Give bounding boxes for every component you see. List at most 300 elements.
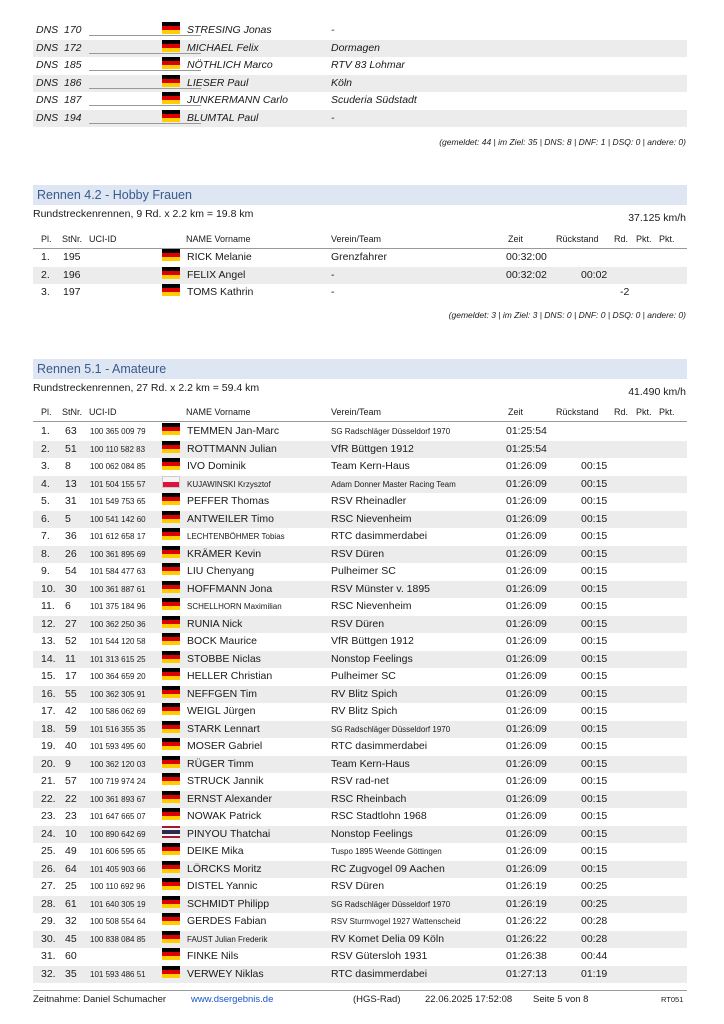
page-footer [33, 990, 687, 1007]
rider-name: STRUCK Jannik [187, 775, 264, 787]
table-row [33, 267, 687, 284]
place: 14. [41, 652, 56, 665]
uci-id: 100 361 887 61 [90, 584, 146, 594]
place: 5. [41, 495, 50, 507]
col-gap: Rückstand [556, 407, 599, 417]
club-name: Dormagen [331, 41, 381, 54]
flag-de-icon [162, 633, 180, 645]
flag-de-icon [162, 546, 180, 558]
bib-number: 9 [65, 757, 71, 770]
club-name: RSC Nievenheim [331, 600, 412, 612]
uci-id: 101 606 595 65 [90, 847, 146, 856]
finish-time: 01:25:54 [506, 425, 547, 437]
table-row [33, 756, 687, 773]
rider-name: IVO Dominik [187, 460, 246, 472]
average-speed: 41.490 km/h [628, 386, 686, 398]
print-datetime: 22.06.2025 17:52:08 [425, 994, 513, 1005]
timing-credit: Zeitnahme: Daniel Schumacher [33, 994, 167, 1005]
club-name: RTC dasimmerdabei [331, 530, 428, 542]
bib-number: 13 [65, 477, 77, 490]
club-name: Team Kern-Haus [331, 460, 410, 472]
rider-name: NOWAK Patrick [187, 810, 262, 822]
time-gap: 00:15 [581, 722, 608, 735]
uci-id: 100 838 084 85 [90, 934, 146, 944]
uci-id: 100 361 893 67 [90, 794, 146, 804]
flag-de-icon [162, 738, 180, 750]
place: 16. [41, 687, 56, 700]
flag-de-icon [162, 668, 180, 680]
col-place: Pl. [41, 407, 52, 417]
club-name: RSC Nievenheim [331, 512, 412, 525]
table-header [33, 404, 687, 422]
col-gap: Rückstand [556, 234, 599, 244]
rider-name: VERWEY Niklas [187, 967, 264, 980]
rider-name: BOCK Maurice [187, 635, 258, 647]
club-name: RTC dasimmerdabei [331, 967, 428, 980]
time-gap: 00:15 [581, 460, 608, 472]
table-row [33, 686, 687, 703]
col-place: Pl. [41, 234, 52, 244]
bib-number: 51 [65, 442, 77, 455]
finish-time: 01:26:19 [506, 897, 547, 910]
bib-number: 64 [65, 862, 77, 875]
table-row [33, 808, 687, 825]
club-name: RSV Düren [331, 617, 385, 630]
col-club: Verein/Team [331, 234, 382, 244]
time-gap: 00:15 [581, 512, 608, 525]
club-name: RSV rad-net [331, 775, 389, 787]
bib-number: 194 [64, 111, 82, 124]
rider-name: GERDES Fabian [187, 915, 267, 927]
finish-time: 01:26:09 [506, 757, 547, 770]
time-gap: 00:15 [581, 530, 608, 542]
finish-time: 01:26:09 [506, 477, 547, 490]
bib-number: 40 [65, 740, 77, 752]
place: 31. [41, 950, 56, 962]
rider-name: FAUST Julian Frederik [187, 934, 268, 944]
uci-id: 100 364 659 20 [90, 672, 146, 681]
club-name: RV Komet Delia 09 Köln [331, 932, 445, 945]
finish-time: 00:32:02 [506, 268, 547, 281]
uci-id: 101 593 495 60 [90, 742, 146, 751]
race-description: Rundstreckenrennen, 27 Rd. x 2.2 km = 59.4 km [33, 382, 260, 394]
time-gap: 00:15 [581, 600, 608, 612]
rider-name: ANTWEILER Timo [187, 512, 274, 525]
table-row [33, 249, 687, 266]
flag-de-icon [162, 267, 180, 279]
table-row [33, 633, 687, 650]
bib-number: 186 [64, 76, 82, 89]
laps-behind: -2 [620, 286, 630, 299]
flag-de-icon [162, 493, 180, 505]
rider-name: LIU Chenyang [187, 565, 255, 577]
dns-status: DNS [36, 76, 59, 89]
time-gap: 00:15 [581, 477, 608, 490]
table-row [33, 791, 687, 808]
col-points-2: Pkt. [659, 234, 675, 244]
bib-number: 52 [65, 635, 77, 647]
uci-id: 101 313 615 25 [90, 654, 146, 664]
place: 32. [41, 967, 56, 980]
uci-id: 100 890 642 69 [90, 829, 146, 839]
table-row [33, 651, 687, 668]
time-gap: 00:15 [581, 775, 608, 787]
underline [89, 53, 201, 54]
report-code: RT051 [661, 995, 684, 1004]
website-link[interactable]: www.dsergebnis.de [191, 994, 274, 1005]
finish-time: 01:25:54 [506, 442, 547, 455]
club-name: RTC dasimmerdabei [331, 740, 428, 752]
flag-de-icon [162, 686, 180, 698]
rider-name: JUNKERMANN Carlo [187, 94, 288, 106]
time-gap: 00:28 [581, 932, 608, 945]
table-row [33, 493, 687, 510]
place: 28. [41, 897, 56, 910]
flag-de-icon [162, 458, 180, 470]
flag-de-icon [162, 913, 180, 925]
finish-time: 01:26:22 [506, 915, 547, 927]
time-gap: 00:15 [581, 705, 608, 717]
time-gap: 00:15 [581, 547, 608, 560]
bib-number: 31 [65, 495, 77, 507]
club-name: RSV Düren [331, 880, 385, 892]
club-name: Pulheimer SC [331, 670, 396, 682]
rider-name: KRÄMER Kevin [187, 547, 262, 560]
bib-number: 26 [65, 547, 77, 560]
col-time: Zeit [508, 234, 524, 244]
rider-name: TOMS Kathrin [187, 286, 254, 299]
col-time: Zeit [508, 407, 524, 417]
dns-status: DNS [36, 94, 59, 106]
table-row [33, 563, 687, 580]
table-row [33, 284, 687, 301]
time-gap: 00:15 [581, 827, 608, 840]
time-gap: 00:28 [581, 915, 608, 927]
rider-name: RICK Melanie [187, 251, 252, 263]
bib-number: 27 [65, 617, 77, 630]
place: 10. [41, 582, 56, 595]
place: 24. [41, 827, 56, 840]
uci-id: 100 110 582 83 [90, 444, 146, 454]
flag-de-icon [162, 861, 180, 873]
flag-de-icon [162, 528, 180, 540]
table-row [33, 458, 687, 475]
time-gap: 00:15 [581, 792, 608, 805]
place: 3. [41, 460, 50, 472]
flag-de-icon [162, 878, 180, 890]
place: 19. [41, 740, 56, 752]
table-row [33, 948, 687, 965]
uci-id: 101 593 486 51 [90, 969, 146, 979]
flag-de-icon [162, 92, 180, 104]
rider-name: MICHAEL Felix [187, 41, 259, 54]
place: 26. [41, 862, 56, 875]
col-points: Pkt. [636, 407, 652, 417]
uci-id: 100 541 142 60 [90, 514, 146, 524]
club-name: - [331, 111, 335, 124]
flag-de-icon [162, 616, 180, 628]
flag-de-icon [162, 284, 180, 296]
finish-time: 01:26:09 [506, 600, 547, 612]
place: 1. [41, 251, 50, 263]
finish-time: 01:26:09 [506, 530, 547, 542]
finish-time: 00:32:00 [506, 251, 547, 263]
flag-de-icon [162, 441, 180, 453]
time-gap: 00:15 [581, 652, 608, 665]
dns-row [33, 57, 687, 74]
dns-row [33, 110, 687, 127]
uci-id: 100 362 305 91 [90, 689, 146, 699]
bib-number: 61 [65, 897, 77, 910]
finish-time: 01:26:09 [506, 582, 547, 595]
flag-de-icon [162, 598, 180, 610]
place: 11. [41, 600, 55, 612]
rider-name: NÖTHLICH Marco [187, 59, 273, 71]
table-row [33, 668, 687, 685]
club-name: - [331, 286, 335, 299]
underline [89, 88, 201, 89]
flag-de-icon [162, 581, 180, 593]
bib-number: 10 [65, 827, 77, 840]
finish-time: 01:26:09 [506, 670, 547, 682]
time-gap: 00:15 [581, 740, 608, 752]
rider-name: FELIX Angel [187, 268, 246, 281]
club-name: Scuderia Südstadt [331, 94, 417, 106]
bib-number: 55 [65, 687, 77, 700]
bib-number: 6 [65, 600, 71, 612]
rider-name: STARK Lennart [187, 722, 260, 735]
col-name: NAME Vorname [186, 407, 251, 417]
club-name: RV Blitz Spich [331, 687, 398, 700]
bib-number: 25 [65, 880, 77, 892]
rider-name: DISTEL Yannic [187, 880, 258, 892]
dns-status: DNS [36, 24, 59, 36]
rider-name: PINYOU Thatchai [187, 827, 271, 840]
uci-id: 101 647 665 07 [90, 812, 146, 821]
place: 27. [41, 880, 56, 892]
place: 13. [41, 635, 56, 647]
race-summary: (gemeldet: 44 | im Ziel: 35 | DNS: 8 | DNF: 1 | DSQ: 0 | andere: 0) [439, 137, 686, 147]
club-name: SG Radschläger Düsseldorf 1970 [331, 427, 451, 436]
place: 8. [41, 547, 50, 560]
rider-name: SCHMIDT Philipp [187, 897, 270, 910]
dns-row [33, 92, 687, 109]
finish-time: 01:26:09 [506, 722, 547, 735]
table-row [33, 616, 687, 633]
col-laps: Rd. [614, 407, 629, 417]
flag-de-icon [162, 423, 180, 435]
finish-time: 01:26:09 [506, 687, 547, 700]
bib-number: 197 [63, 286, 81, 299]
time-gap: 00:44 [581, 950, 608, 962]
page-number: Seite 5 von 8 [533, 994, 589, 1005]
time-gap: 00:15 [581, 810, 608, 822]
rider-name: DEIKE Mika [187, 845, 244, 857]
club-name: RSV Münster v. 1895 [331, 582, 431, 595]
flag-de-icon [162, 703, 180, 715]
flag-de-icon [162, 249, 180, 261]
col-club: Verein/Team [331, 407, 382, 417]
finish-time: 01:26:09 [506, 652, 547, 665]
place: 7. [41, 530, 50, 542]
place: 6. [41, 512, 50, 525]
uci-id: 100 586 062 69 [90, 707, 146, 716]
bib-number: 49 [65, 845, 77, 857]
place: 1. [41, 425, 50, 437]
table-row [33, 528, 687, 545]
underline [89, 123, 201, 124]
time-gap: 00:15 [581, 495, 608, 507]
place: 18. [41, 722, 56, 735]
place: 20. [41, 757, 56, 770]
table-row [33, 511, 687, 528]
bib-number: 54 [65, 565, 77, 577]
bib-number: 187 [64, 94, 82, 106]
finish-time: 01:26:09 [506, 565, 547, 577]
flag-de-icon [162, 40, 180, 52]
rider-name: BLUMTAL Paul [187, 111, 259, 124]
bib-number: 60 [65, 950, 77, 962]
uci-id: 101 544 120 58 [90, 637, 146, 646]
rider-name: RÜGER Timm [187, 757, 254, 770]
place: 29. [41, 915, 56, 927]
uci-id: 101 584 477 63 [90, 567, 146, 576]
bib-number: 23 [65, 810, 77, 822]
system-label: (HGS-Rad) [353, 994, 401, 1005]
place: 21. [41, 775, 56, 787]
place: 4. [41, 477, 50, 490]
col-points: Pkt. [636, 234, 652, 244]
place: 25. [41, 845, 56, 857]
col-points-2: Pkt. [659, 407, 675, 417]
average-speed: 37.125 km/h [628, 212, 686, 224]
underline [89, 35, 201, 36]
rider-name: TEMMEN Jan-Marc [187, 425, 280, 437]
time-gap: 00:15 [581, 565, 608, 577]
finish-time: 01:27:13 [506, 967, 547, 980]
bib-number: 59 [65, 722, 77, 735]
club-name: RC Zugvogel 09 Aachen [331, 862, 445, 875]
flag-th-icon [162, 826, 180, 838]
finish-time: 01:26:09 [506, 827, 547, 840]
rider-name: NEFFGEN Tim [187, 687, 257, 700]
underline [89, 70, 201, 71]
finish-time: 01:26:09 [506, 845, 547, 857]
finish-time: 01:26:19 [506, 880, 547, 892]
club-name: Pulheimer SC [331, 565, 396, 577]
table-row [33, 546, 687, 563]
club-name: Nonstop Feelings [331, 652, 413, 665]
time-gap: 00:02 [581, 268, 608, 281]
flag-de-icon [162, 57, 180, 69]
table-row [33, 861, 687, 878]
col-bib: StNr. [62, 234, 83, 244]
finish-time: 01:26:09 [506, 617, 547, 630]
finish-time: 01:26:09 [506, 512, 547, 525]
time-gap: 00:15 [581, 845, 608, 857]
finish-time: 01:26:09 [506, 460, 547, 472]
place: 3. [41, 286, 50, 299]
bib-number: 11 [65, 652, 76, 665]
bib-number: 32 [65, 915, 77, 927]
col-uci-id: UCI-ID [89, 234, 117, 244]
bib-number: 57 [65, 775, 77, 787]
finish-time: 01:26:09 [506, 792, 547, 805]
rider-name: WEIGL Jürgen [187, 705, 256, 717]
club-name: Grenzfahrer [331, 251, 388, 263]
time-gap: 00:15 [581, 617, 608, 630]
table-row [33, 931, 687, 948]
club-name: RV Blitz Spich [331, 705, 398, 717]
place: 9. [41, 565, 50, 577]
bib-number: 172 [64, 41, 82, 54]
flag-de-icon [162, 966, 180, 978]
dns-status: DNS [36, 111, 59, 124]
bib-number: 17 [65, 670, 77, 682]
rider-name: RUNIA Nick [187, 617, 243, 630]
place: 22. [41, 792, 56, 805]
bib-number: 196 [63, 268, 81, 281]
table-row [33, 843, 687, 860]
table-row [33, 913, 687, 930]
club-name: SG Radschläger Düsseldorf 1970 [331, 899, 451, 909]
flag-de-icon [162, 948, 180, 960]
uci-id: 100 362 250 36 [90, 619, 146, 629]
club-name: VfR Büttgen 1912 [331, 635, 414, 647]
rider-name: LECHTENBÖHMER Tobias [187, 532, 285, 541]
rider-name: SCHELLHORN Maximilian [187, 602, 282, 611]
finish-time: 01:26:09 [506, 862, 547, 875]
uci-id: 101 504 155 57 [90, 479, 146, 489]
table-row [33, 878, 687, 895]
finish-time: 01:26:09 [506, 705, 547, 717]
rider-name: LÖRCKS Moritz [187, 862, 262, 875]
table-row [33, 738, 687, 755]
club-name: RSV Gütersloh 1931 [331, 950, 428, 962]
flag-de-icon [162, 75, 180, 87]
table-row [33, 773, 687, 790]
flag-de-icon [162, 931, 180, 943]
col-name: NAME Vorname [186, 234, 251, 244]
finish-time: 01:26:38 [506, 950, 547, 962]
time-gap: 00:15 [581, 582, 608, 595]
finish-time: 01:26:22 [506, 932, 547, 945]
rider-name: ERNST Alexander [187, 792, 273, 805]
club-name: - [331, 24, 335, 36]
flag-de-icon [162, 563, 180, 575]
uci-id: 101 640 305 19 [90, 899, 146, 909]
race-summary: (gemeldet: 3 | im Ziel: 3 | DNS: 0 | DNF: 0 | DSQ: 0 | andere: 0) [448, 310, 686, 320]
flag-de-icon [162, 896, 180, 908]
club-name: RTV 83 Lohmar [331, 59, 405, 71]
section-title-race-4-2: Rennen 4.2 - Hobby Frauen [33, 185, 687, 205]
table-row [33, 598, 687, 615]
uci-id: 101 612 658 17 [90, 532, 146, 541]
flag-de-icon [162, 110, 180, 122]
bib-number: 63 [65, 425, 77, 437]
underline [89, 105, 201, 106]
bib-number: 30 [65, 582, 77, 595]
flag-de-icon [162, 843, 180, 855]
place: 30. [41, 932, 56, 945]
club-name: VfR Büttgen 1912 [331, 442, 414, 455]
uci-id: 101 375 184 96 [90, 602, 146, 611]
time-gap: 00:15 [581, 757, 608, 770]
flag-de-icon [162, 22, 180, 34]
flag-de-icon [162, 808, 180, 820]
dns-status: DNS [36, 41, 59, 54]
rider-name: PEFFER Thomas [187, 495, 270, 507]
